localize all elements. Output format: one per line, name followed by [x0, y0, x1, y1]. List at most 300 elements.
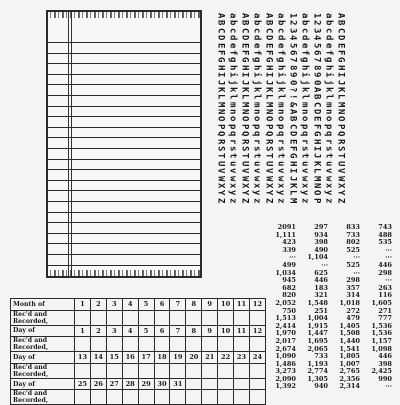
alphabet-letter: S: [215, 146, 226, 152]
alphabet-letter: e: [299, 42, 310, 48]
number-entry: 1,007: [339, 359, 360, 368]
alphabet-letter: 6: [311, 49, 322, 56]
record-table-cell: [154, 310, 170, 325]
number-entry: 2,356: [339, 374, 360, 383]
record-table-cell: 10: [218, 325, 234, 337]
alphabet-letter: p: [299, 123, 310, 130]
record-table-cell: [106, 310, 122, 325]
number-entry: 1,508: [339, 329, 360, 338]
number-entry: 314: [346, 291, 360, 300]
record-table-cell: 1: [75, 299, 91, 311]
number-entry: 733: [314, 352, 328, 361]
number-entry: 934: [314, 230, 328, 239]
number-entry: 263: [378, 283, 392, 292]
record-table-cell: [218, 337, 234, 352]
alphabet-letter: z: [323, 197, 334, 204]
alphabet-letter: b: [227, 20, 238, 26]
alphabet-letter: f: [275, 49, 286, 56]
record-table-cell: [186, 337, 202, 352]
record-table-cell: 26: [90, 378, 106, 390]
ledger-margin-line-2: [71, 12, 72, 276]
ledger-rule-line: [48, 243, 200, 244]
alphabet-letter: G: [335, 57, 346, 63]
number-entry: 733: [346, 230, 360, 239]
alphabet-letter: D: [335, 35, 346, 41]
alphabet-letter: 3: [311, 27, 322, 34]
alphabet-letter: L: [335, 94, 346, 100]
alphabet-letter: 7: [311, 57, 322, 63]
number-entry: 298: [346, 276, 360, 285]
number-entry: 750: [282, 306, 296, 315]
record-table-cell: [202, 310, 218, 325]
alphabet-letter: n: [227, 109, 238, 115]
ledger-page-stamp: [46, 10, 202, 278]
alphabet-letter: M: [263, 101, 274, 108]
ledger-rule-line: [48, 127, 200, 128]
record-table-cell: [249, 363, 265, 378]
alphabet-letter: y: [323, 190, 334, 196]
ledger-rule-line: [48, 137, 200, 138]
alphabet-letter: o: [323, 116, 334, 122]
number-entry: 2,314: [339, 382, 360, 391]
number-entry: 1,970: [275, 329, 296, 338]
number-entry: ···: [385, 276, 392, 285]
alphabet-letter: j: [323, 79, 334, 85]
alphabet-letter: 9: [287, 72, 298, 78]
alphabet-letter: L: [239, 94, 250, 100]
alphabet-letter: x: [323, 182, 334, 189]
alphabet-letter: P: [335, 123, 346, 130]
record-table-cell: [90, 337, 106, 352]
alphabet-letter: c: [227, 27, 238, 34]
alphabet-letter: R: [335, 138, 346, 145]
record-table-cell: [249, 337, 265, 352]
number-entry: 777: [378, 314, 392, 323]
alphabet-letter: z: [251, 197, 262, 204]
alphabet-letter: i: [227, 72, 238, 78]
alphabet-letter: s: [227, 146, 238, 152]
alphabet-letter: 4: [311, 35, 322, 41]
alphabet-letter: f: [323, 49, 334, 56]
number-entry: 398: [378, 359, 392, 368]
ledger-rule-line: [48, 159, 200, 160]
record-table-cell: [138, 363, 154, 378]
record-table-cell: 5: [138, 299, 154, 311]
record-table-cell: 20: [186, 352, 202, 364]
alphabet-letter: &: [287, 101, 298, 108]
number-entry: 298: [378, 268, 392, 277]
alphabet-letter: w: [251, 175, 262, 181]
record-table-cell: [122, 390, 138, 405]
alphabet-letter: 5: [287, 42, 298, 48]
number-entry: 1,513: [275, 314, 296, 323]
alphabet-letter: H: [311, 138, 322, 145]
alphabet-letter: k: [299, 86, 310, 93]
number-entry: 446: [314, 276, 328, 285]
number-entry: 1,018: [339, 298, 360, 307]
ledger-rule-line: [48, 42, 200, 43]
alphabet-letter: Q: [215, 131, 226, 137]
alphabet-letter: 7: [287, 57, 298, 63]
number-entry: 625: [314, 268, 328, 277]
alphabet-letter: i: [299, 72, 310, 78]
record-table-cell: [122, 363, 138, 378]
alphabet-letter: R: [215, 138, 226, 145]
alphabet-letter: o: [251, 116, 262, 122]
record-table-cell: [90, 390, 106, 405]
record-table-cell: [106, 337, 122, 352]
alphabet-letter: q: [251, 131, 262, 137]
alphabet-letter: o: [299, 116, 310, 122]
number-entry: 321: [314, 291, 328, 300]
alphabet-letter: d: [227, 35, 238, 41]
number-entry: 1,034: [275, 268, 296, 277]
alphabet-letter: m: [275, 101, 286, 108]
alphabet-letter: q: [275, 131, 286, 137]
record-table-cell: [170, 363, 186, 378]
alphabet-letter: l: [227, 94, 238, 100]
record-table-cell: [218, 390, 234, 405]
alphabet-letter: O: [239, 116, 250, 122]
ledger-top-edge: [46, 12, 202, 18]
alphabet-letter: K: [335, 86, 346, 93]
alphabet-letter: G: [215, 57, 226, 63]
alphabet-letter: g: [251, 57, 262, 63]
number-entry: 1,541: [339, 344, 360, 353]
record-table-cell: 11: [234, 325, 250, 337]
record-table-cell: 2: [90, 325, 106, 337]
alphabet-letter: J: [215, 79, 226, 85]
alphabet-letter: C: [335, 27, 346, 34]
alphabet-letter: l: [323, 94, 334, 100]
alphabet-letter: q: [299, 131, 310, 137]
record-table-cell: 9: [202, 325, 218, 337]
alphabet-letter: q: [323, 131, 334, 137]
alphabet-letter: u: [251, 160, 262, 167]
record-table-stamp: [10, 298, 266, 405]
alphabet-letter: x: [251, 182, 262, 189]
record-table: [10, 298, 266, 405]
alphabet-letter: w: [299, 175, 310, 181]
alphabet-letter: L: [287, 190, 298, 196]
alphabet-letter: z: [275, 197, 286, 204]
alphabet-letter: h: [227, 64, 238, 71]
alphabet-letter: P: [311, 197, 322, 204]
ledger-rule-line: [48, 265, 200, 266]
alphabet-letter: T: [239, 153, 250, 159]
alphabet-letter: L: [263, 94, 274, 100]
record-table-cell: [154, 390, 170, 405]
alphabet-letter: g: [275, 57, 286, 63]
alphabet-column: [286, 12, 297, 204]
alphabet-letter: x: [275, 182, 286, 189]
alphabet-letter: j: [275, 79, 286, 85]
number-entry: 2091: [277, 223, 296, 231]
number-entry: 1,536: [371, 321, 392, 330]
alphabet-letter: U: [215, 160, 226, 167]
number-entry: 251: [314, 306, 328, 315]
alphabet-letter: P: [239, 123, 250, 130]
number-entry: 446: [378, 260, 392, 269]
record-table-cell: [249, 378, 265, 390]
alphabet-letter: W: [215, 175, 226, 181]
number-entry: 297: [314, 223, 328, 231]
alphabet-letter: Z: [239, 197, 250, 204]
ledger-rule-line: [48, 212, 200, 213]
record-row-label: Day of: [11, 378, 75, 390]
record-table-cell: [202, 337, 218, 352]
record-table-cell: 24: [249, 352, 265, 364]
record-table-cell: 12: [249, 325, 265, 337]
alphabet-letter: A: [215, 12, 226, 19]
record-table-cell: [234, 337, 250, 352]
alphabet-letter: A: [239, 12, 250, 19]
record-table-cell: [138, 390, 154, 405]
alphabet-letter: s: [299, 146, 310, 152]
record-row-label: Rec'd and Recorded,: [11, 310, 75, 325]
alphabet-letter: k: [275, 86, 286, 93]
record-table-cell: [138, 310, 154, 325]
alphabet-column: [310, 12, 321, 204]
number-entry: ···: [385, 253, 392, 262]
alphabet-letter: M: [287, 197, 298, 204]
alphabet-letter: B: [215, 20, 226, 26]
alphabet-letter: N: [263, 109, 274, 115]
number-entry: 945: [282, 276, 296, 285]
alphabet-letter: R: [263, 138, 274, 145]
ledger-rule-line: [48, 84, 200, 85]
number-entry: 1,104: [307, 253, 328, 262]
alphabet-letter: 0: [287, 79, 298, 85]
record-table-row: [11, 352, 266, 364]
alphabet-letter: J: [239, 79, 250, 85]
record-table-cell: 22: [218, 352, 234, 364]
number-entry: 1,440: [339, 336, 360, 345]
alphabet-letter: w: [275, 175, 286, 181]
alphabet-letter: S: [335, 146, 346, 152]
alphabet-letter: M: [335, 101, 346, 108]
number-entry: 499: [282, 260, 296, 269]
record-row-label: Rec'd and Recorded,: [11, 363, 75, 378]
alphabet-letter: f: [251, 49, 262, 56]
number-entry: 1,536: [371, 329, 392, 338]
alphabet-letter: g: [227, 57, 238, 63]
number-entry: 272: [346, 306, 360, 315]
number-entry: 183: [314, 283, 328, 292]
alphabet-letter: ?: [287, 86, 298, 93]
alphabet-letter: z: [299, 197, 310, 204]
alphabet-letter: v: [227, 168, 238, 174]
alphabet-letter: S: [263, 146, 274, 152]
alphabet-letter: 1: [311, 12, 322, 19]
alphabet-letter: F: [287, 146, 298, 152]
alphabet-letter: z: [227, 197, 238, 204]
record-table-cell: [122, 337, 138, 352]
alphabet-letter: G: [263, 57, 274, 63]
alphabet-letter: G: [311, 131, 322, 137]
record-table-cell: 10: [218, 299, 234, 311]
alphabet-letter: H: [239, 64, 250, 71]
number-entry: 2,765: [339, 367, 360, 376]
alphabet-letter: D: [215, 35, 226, 41]
record-table-cell: 18: [154, 352, 170, 364]
number-entry: 743: [378, 223, 392, 231]
record-table-cell: [90, 310, 106, 325]
alphabet-letter: B: [335, 20, 346, 26]
alphabet-letter: m: [227, 101, 238, 108]
alphabet-letter: 1: [287, 12, 298, 19]
number-entry: 423: [282, 238, 296, 247]
alphabet-letter: A: [335, 12, 346, 19]
alphabet-letter: i: [251, 72, 262, 78]
alphabet-letter: U: [335, 160, 346, 167]
alphabet-letter: M: [215, 101, 226, 108]
alphabet-letter: H: [287, 160, 298, 167]
record-table-cell: 27: [106, 378, 122, 390]
number-column: [366, 224, 392, 391]
alphabet-letter: K: [263, 86, 274, 93]
alphabet-letter: E: [263, 42, 274, 48]
alphabet-letter: y: [227, 190, 238, 196]
alphabet-column: [334, 12, 345, 204]
alphabet-letter: f: [227, 49, 238, 56]
number-entry: 446: [378, 352, 392, 361]
alphabet-letter: I: [263, 72, 274, 78]
alphabet-letter: w: [227, 175, 238, 181]
record-table-cell: 13: [75, 352, 91, 364]
alphabet-letter: F: [335, 49, 346, 56]
ledger-rule-line: [48, 53, 200, 54]
alphabet-letter: Y: [335, 190, 346, 196]
record-table-cell: [154, 363, 170, 378]
record-table-cell: [202, 390, 218, 405]
alphabet-letter: Q: [263, 131, 274, 137]
number-entry: 1,004: [307, 314, 328, 323]
alphabet-column: [322, 12, 333, 204]
alphabet-letter: a: [251, 12, 262, 19]
record-table-row: [11, 310, 266, 325]
record-table-cell: [154, 337, 170, 352]
alphabet-letter: 5: [311, 42, 322, 48]
ledger-rule-line: [48, 95, 200, 96]
alphabet-letter: E: [311, 116, 322, 122]
alphabet-letter: I: [239, 72, 250, 78]
ledger-rule-line: [48, 201, 200, 202]
record-table-cell: 30: [154, 378, 170, 390]
record-table-row: [11, 363, 266, 378]
alphabet-letter: w: [323, 175, 334, 181]
number-entry: 833: [346, 223, 360, 231]
record-table-cell: 4: [122, 299, 138, 311]
alphabet-letter: n: [251, 109, 262, 115]
alphabet-column: [274, 12, 285, 204]
alphabet-letter: N: [239, 109, 250, 115]
alphabet-letter: F: [263, 49, 274, 56]
number-entry: 1,193: [307, 359, 328, 368]
alphabet-letter: H: [263, 64, 274, 71]
ledger-rule-line: [48, 169, 200, 170]
alphabet-letter: M: [311, 175, 322, 181]
alphabet-letter: I: [287, 168, 298, 174]
number-entry: ···: [321, 260, 328, 269]
alphabet-letter: J: [335, 79, 346, 85]
record-table-cell: 4: [122, 325, 138, 337]
alphabet-letter: d: [323, 35, 334, 41]
alphabet-letter: A: [287, 109, 298, 115]
alphabet-letter: !: [287, 94, 298, 100]
alphabet-letter: N: [311, 182, 322, 189]
alphabet-letter: p: [251, 123, 262, 130]
alphabet-letter: 8: [287, 64, 298, 71]
alphabet-letter: U: [239, 160, 250, 167]
alphabet-letter: C: [311, 101, 322, 108]
record-table-cell: [234, 310, 250, 325]
number-entry: 1,111: [275, 230, 296, 239]
ledger-rule-line: [48, 106, 200, 107]
record-table-cell: [186, 363, 202, 378]
alphabet-letter: L: [215, 94, 226, 100]
record-table-cell: 17: [138, 352, 154, 364]
record-table-cell: 29: [138, 378, 154, 390]
alphabet-column: [214, 12, 225, 204]
record-table-cell: [75, 390, 91, 405]
alphabet-letter: t: [251, 153, 262, 159]
record-table-cell: 25: [75, 378, 91, 390]
alphabet-letter: E: [287, 138, 298, 145]
alphabet-letter: C: [287, 123, 298, 130]
alphabet-letter: C: [239, 27, 250, 34]
alphabet-letter: y: [251, 190, 262, 196]
number-entry: 2,090: [275, 374, 296, 383]
alphabet-letter: b: [299, 20, 310, 26]
alphabet-letter: v: [323, 168, 334, 174]
record-table-cell: [138, 337, 154, 352]
ledger-rule-line: [48, 190, 200, 191]
number-entry: 2,414: [275, 321, 296, 330]
number-entry: 1,695: [307, 336, 328, 345]
alphabet-column: [298, 12, 309, 204]
alphabet-letter: q: [227, 131, 238, 137]
alphabet-letter: e: [251, 42, 262, 48]
record-table-cell: [170, 310, 186, 325]
record-table-cell: 1: [75, 325, 91, 337]
alphabet-letter: Q: [335, 131, 346, 137]
alphabet-column: [226, 12, 237, 204]
alphabet-letter: x: [227, 182, 238, 189]
alphabet-letter: V: [215, 168, 226, 174]
record-table-cell: [75, 337, 91, 352]
alphabet-letter: B: [263, 20, 274, 26]
alphabet-letter: V: [263, 168, 274, 174]
alphabet-letter: W: [263, 175, 274, 181]
alphabet-letter: r: [227, 138, 238, 145]
number-entry: 488: [378, 230, 392, 239]
alphabet-letter: 2: [311, 20, 322, 26]
record-row-label: Rec'd and Recorded,: [11, 390, 75, 405]
alphabet-letter: B: [311, 94, 322, 100]
alphabet-letter: u: [227, 160, 238, 167]
record-row-label: Day of: [11, 352, 75, 364]
alphabet-letter: 8: [311, 64, 322, 71]
alphabet-letter: f: [299, 49, 310, 56]
alphabet-letter: y: [299, 190, 310, 196]
number-entry: 535: [378, 238, 392, 247]
record-table-cell: [106, 390, 122, 405]
alphabet-letter: Y: [263, 190, 274, 196]
ledger-rule-line: [48, 180, 200, 181]
alphabet-letter: J: [287, 175, 298, 181]
record-table-cell: [122, 310, 138, 325]
